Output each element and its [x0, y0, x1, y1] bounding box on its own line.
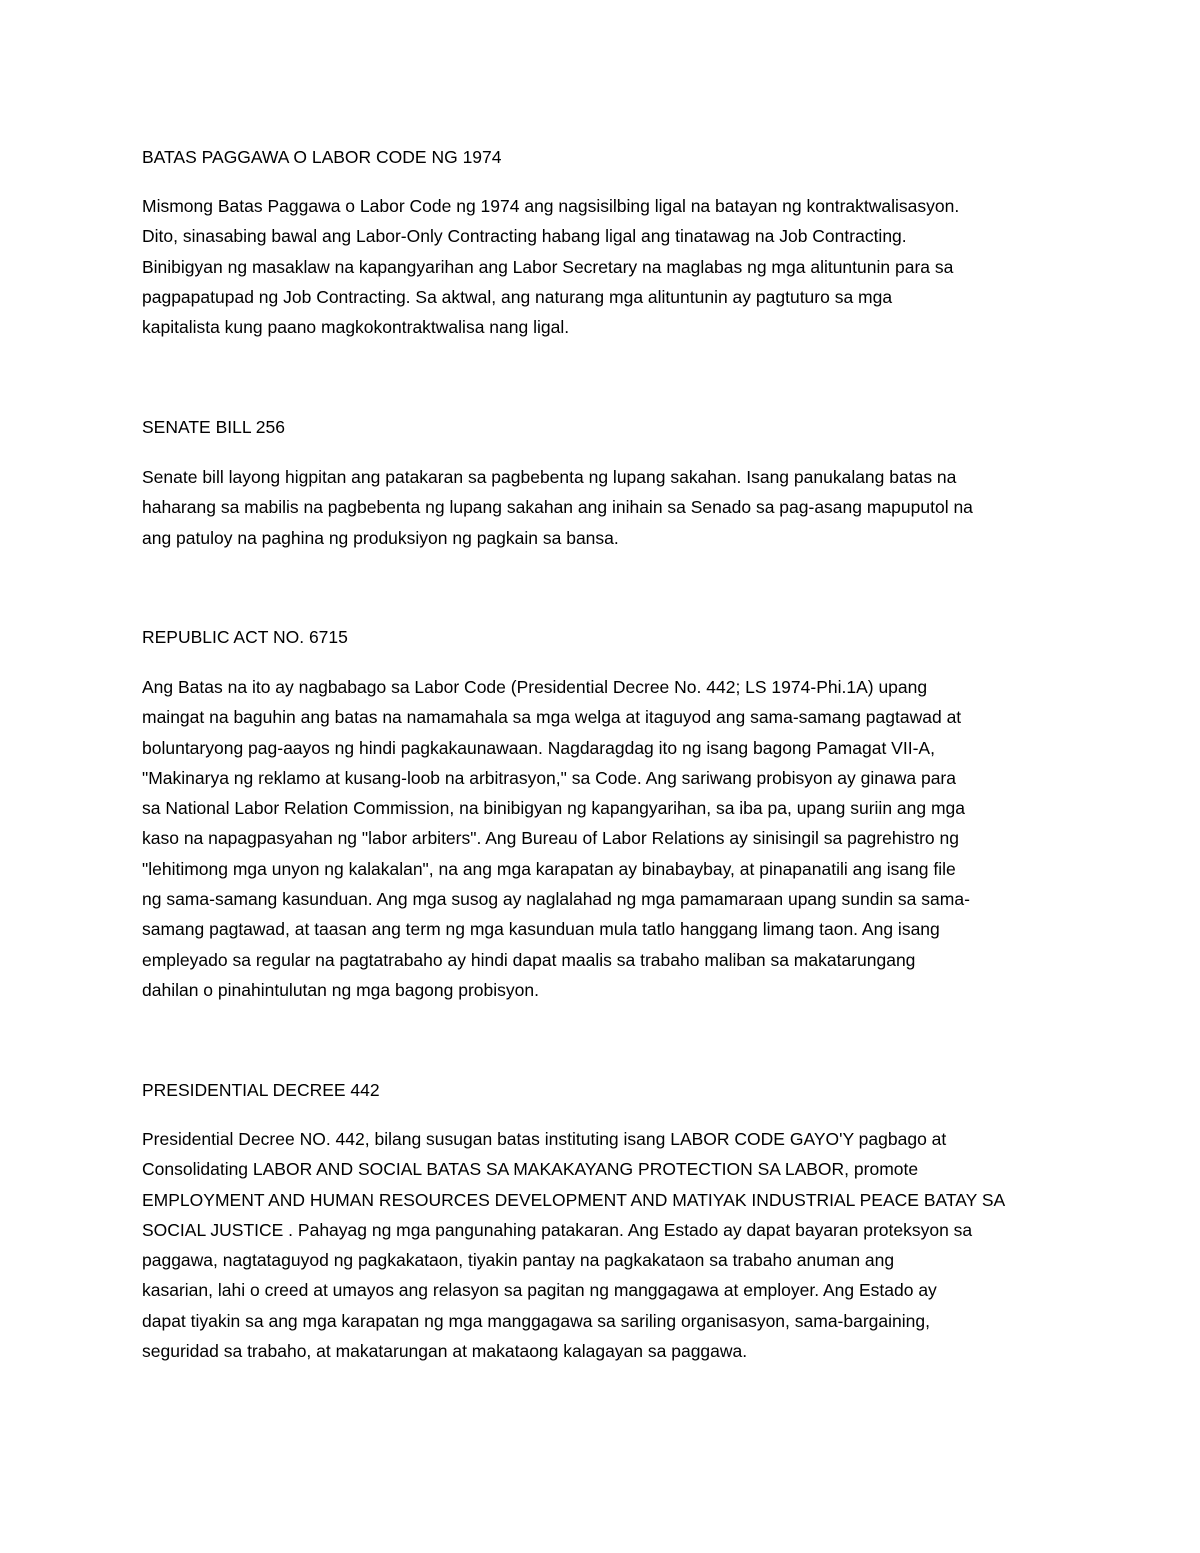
paragraph-line: Senate bill layong higpitan ang patakaran sa pagbebenta ng lupang sakahan. Isang panukalang batas na	[142, 467, 957, 487]
paragraph-line: kapitalista kung paano magkokontraktwalisa nang ligal.	[142, 317, 570, 338]
paragraph-line: haharang sa mabilis na pagbebenta ng lupang sakahan ang inihain sa Senado sa pag-asang mapuputol na	[142, 497, 973, 518]
paragraph-line: empleyado sa regular na pagtatrabaho ay hindi dapat maalis sa trabaho maliban sa makatarungang	[142, 949, 916, 970]
paragraph-line: ang patuloy na paghina ng produksiyon ng pagkain sa bansa.	[142, 527, 619, 548]
paragraph-line: boluntaryong pag-aayos ng hindi pagkakaunawaan. Nagdaragdag ito ng isang bagong Pamagat VII-A,	[142, 737, 935, 758]
section-heading-labor-code: BATAS PAGGAWA O LABOR CODE NG 1974	[142, 147, 502, 167]
paragraph-line: paggawa, nagtataguyod ng pagkakataon, tiyakin pantay na pagkakataon sa trabaho anuman ang	[142, 1250, 895, 1271]
paragraph-line: dapat tiyakin sa ang mga karapatan ng mga manggagawa sa sariling organisasyon, sama-bargaining,	[142, 1310, 930, 1331]
paragraph-line: maingat na baguhin ang batas na namamahala sa mga welga at itaguyod ang sama-samang pagtawad at	[142, 707, 962, 728]
section-paragraph-labor-code	[142, 191, 1062, 342]
paragraph-line: dahilan o pinahintulutan ng mga bagong probisyon.	[142, 979, 539, 1000]
section-paragraph-republic-act	[142, 672, 1062, 1005]
paragraph-line: EMPLOYMENT AND HUMAN RESOURCES DEVELOPMENT AND MATIYAK INDUSTRIAL PEACE BATAY SA	[142, 1189, 1006, 1210]
paragraph-line: seguridad sa trabaho, at makatarungan at makataong kalagayan sa paggawa.	[142, 1341, 748, 1362]
section-heading-republic-act: REPUBLIC ACT NO. 6715	[142, 627, 348, 647]
paragraph-line: Mismong Batas Paggawa o Labor Code ng 1974 ang nagsisilbing ligal na batayan ng kontraktwalisasyon.	[142, 196, 960, 216]
paragraph-line: Binibigyan ng masaklaw na kapangyarihan ang Labor Secretary na maglabas ng mga alituntunin para sa	[142, 256, 954, 277]
section-paragraph-presidential-decree	[142, 1124, 1062, 1366]
paragraph-line: SOCIAL JUSTICE . Pahayag ng mga pangunahing patakaran. Ang Estado ay dapat bayaran proteksyon sa	[142, 1219, 973, 1240]
paragraph-line: Ang Batas na ito ay nagbabago sa Labor Code (Presidential Decree No. 442; LS 1974-Phi.1A) upang	[142, 677, 928, 697]
paragraph-line: Presidential Decree NO. 442, bilang susugan batas instituting isang LABOR CODE GAYO'Y pagbago at	[142, 1129, 947, 1149]
paragraph-line: Dito, sinasabing bawal ang Labor-Only Contracting habang ligal ang tinatawag na Job Contracting.	[142, 226, 907, 247]
paragraph-line: "Makinarya ng reklamo at kusang-loob na arbitrasyon," sa Code. Ang sariwang probisyon ay ginawa para	[142, 767, 956, 788]
paragraph-line: kaso na napagpasyahan ng "labor arbiters". Ang Bureau of Labor Relations ay sinisingil sa pagrehistro ng	[142, 828, 959, 849]
paragraph-line: Consolidating LABOR AND SOCIAL BATAS SA MAKAKAYANG PROTECTION SA LABOR, promote	[142, 1159, 919, 1180]
paragraph-line: pagpapatupad ng Job Contracting. Sa aktwal, ang naturang mga alituntunin ay pagtuturo sa mga	[142, 286, 893, 307]
paragraph-line: ng sama-samang kasunduan. Ang mga susog ay naglalahad ng mga pamamaraan upang sundin sa sama-	[142, 889, 970, 910]
section-heading-presidential-decree: PRESIDENTIAL DECREE 442	[142, 1080, 380, 1100]
paragraph-line: kasarian, lahi o creed at umayos ang relasyon sa pagitan ng manggagawa at employer. Ang Estado ay	[142, 1280, 937, 1301]
section-paragraph-senate-bill	[142, 462, 1062, 553]
section-heading-senate-bill: SENATE BILL 256	[142, 417, 285, 437]
paragraph-line: sa National Labor Relation Commission, na binibigyan ng kapangyarihan, sa iba pa, upang suriin ang mga	[142, 798, 966, 819]
paragraph-line: samang pagtawad, at taasan ang term ng mga kasunduan mula tatlo hanggang limang taon. Ang isang	[142, 919, 940, 940]
paragraph-line: "lehitimong mga unyon ng kalakalan", na ang mga karapatan ay binabaybay, at pinapanatili ang isang file	[142, 858, 956, 879]
